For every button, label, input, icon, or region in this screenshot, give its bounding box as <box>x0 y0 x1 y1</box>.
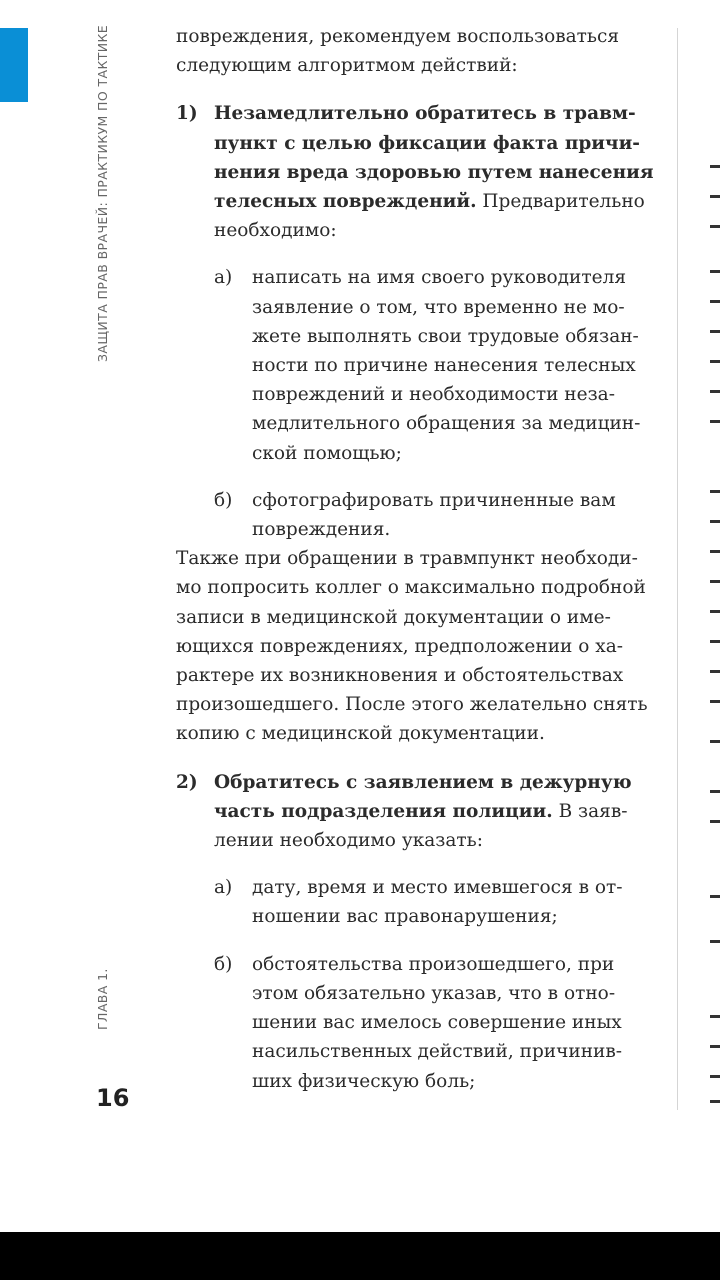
next-page-fragment <box>710 1045 720 1048</box>
page-number: 16 <box>96 1084 130 1112</box>
intro-paragraph <box>176 22 642 80</box>
step-1-sub-a <box>176 263 642 467</box>
step-2-sub-b <box>176 950 642 1096</box>
next-page-fragment <box>710 165 720 168</box>
step-heading-line: пункт с целью фиксации факта причи- <box>214 132 640 154</box>
next-page-fragment <box>710 820 720 823</box>
sub-letter: б) <box>214 489 233 511</box>
text-line: дату, время и место имевшегося в от- <box>252 877 623 899</box>
next-page-fragment <box>710 1100 720 1103</box>
next-page-fragment <box>710 490 720 493</box>
next-page-fragment <box>710 640 720 643</box>
step-heading-line: Обратитесь с заявлением в дежурную <box>214 771 632 793</box>
text-line: написать на имя своего руководителя <box>252 267 626 289</box>
next-page-fragment <box>710 420 720 423</box>
text-line: копию с медицинской документации. <box>176 723 545 745</box>
body-paragraph <box>176 544 648 748</box>
text-line: записи в медицинской документации о име- <box>176 606 611 628</box>
text-line: лении необходимо указать: <box>214 830 483 852</box>
text-line: заявление о том, что временно не мо- <box>252 296 625 318</box>
text-line: ношении вас правонарушения; <box>252 906 558 928</box>
sub-letter: а) <box>214 267 233 289</box>
text-line: ности по причине нанесения телесных <box>252 355 636 377</box>
running-title: ЗАЩИТА ПРАВ ВРАЧЕЙ: ПРАКТИКУМ ПО ТАКТИКЕ <box>95 24 110 362</box>
next-page-fragment <box>710 895 720 898</box>
next-page-fragment <box>710 195 720 198</box>
text-line: насильственных действий, причинив- <box>252 1041 623 1063</box>
text-line: следующим алгоритмом действий: <box>176 55 518 77</box>
step-text-tail: Предварительно <box>476 191 645 213</box>
step-number: 1) <box>176 103 198 125</box>
text-line: ской помощью; <box>252 442 402 464</box>
text-line: медлительного обращения за медицин- <box>252 413 641 435</box>
next-page-fragment <box>710 790 720 793</box>
step-2 <box>176 768 642 856</box>
page-body <box>176 22 654 1096</box>
text-line: обстоятельства произошедшего, при <box>252 953 615 975</box>
text-line: Также при обращении в травмпункт необходи- <box>176 548 638 570</box>
bottom-black-bar <box>0 1232 720 1280</box>
text-line: ших физическую боль; <box>252 1070 476 1092</box>
step-heading-tail: часть подразделения полиции. <box>214 800 553 822</box>
step-text-tail: В заяв- <box>552 800 628 822</box>
next-page-fragment <box>710 610 720 613</box>
next-page-fragment <box>710 740 720 743</box>
text-line: повреждений и необходимости неза- <box>252 384 615 406</box>
next-page-fragment <box>710 520 720 523</box>
text-line: мо попросить коллег о максимально подробной <box>176 577 646 599</box>
next-page-fragment <box>710 300 720 303</box>
text-line: шении вас имелось совершение иных <box>252 1012 622 1034</box>
text-line: необходимо: <box>214 220 337 242</box>
text-line <box>214 797 642 826</box>
text-line: произошедшего. После этого желательно снять <box>176 694 648 716</box>
sub-letter: а) <box>214 877 233 899</box>
next-page-fragment <box>710 940 720 943</box>
step-number: 2) <box>176 771 198 793</box>
step-2-sub-a <box>176 873 642 931</box>
step-heading-tail: телесных повреждений. <box>214 191 477 213</box>
text-line: ющихся повреждениях, предположении о ха- <box>176 635 623 657</box>
step-heading-line: нения вреда здоровью путем нанесения <box>214 161 654 183</box>
page-divider <box>677 28 678 1110</box>
text-line: этом обязательно указав, что в отно- <box>252 982 616 1004</box>
chapter-color-tab <box>0 28 28 102</box>
next-page-fragment <box>710 700 720 703</box>
text-line: жете выполнять свои трудовые обязан- <box>252 325 639 347</box>
next-page-fragment <box>710 580 720 583</box>
text-line: сфотографировать причиненные вам <box>252 489 616 511</box>
next-page-fragment <box>710 330 720 333</box>
next-page-fragment <box>710 670 720 673</box>
text-line: повреждения, рекомендуем воспользоваться <box>176 26 619 47</box>
step-1 <box>176 99 654 245</box>
next-page-fragment <box>710 550 720 553</box>
next-page-fragment <box>710 270 720 273</box>
next-page-fragment <box>710 390 720 393</box>
chapter-label: ГЛАВА 1. <box>95 968 110 1030</box>
next-page-fragment <box>710 1015 720 1018</box>
text-line: повреждения. <box>252 519 391 541</box>
sub-letter: б) <box>214 953 233 975</box>
next-page-fragment <box>710 225 720 228</box>
step-1-sub-b <box>176 486 642 544</box>
step-heading-line: Незамедлительно обратитесь в травм- <box>214 103 636 125</box>
next-page-fragment <box>710 360 720 363</box>
text-line: рактере их возникновения и обстоятельствах <box>176 665 624 687</box>
next-page-fragment <box>710 1075 720 1078</box>
text-line <box>214 187 645 216</box>
